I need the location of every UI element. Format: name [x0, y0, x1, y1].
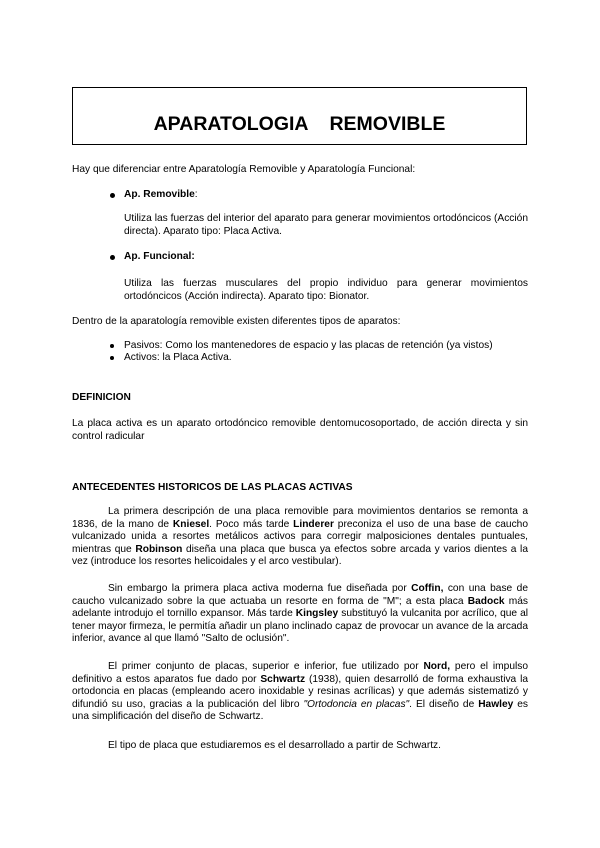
antecedentes-paragraph-1: La primera descripción de una placa removible para movimientos dentarios se remonta a 1836, de la mano de Kniesel. Poco más tarde Linderer preconiza el uso de una base de caucho vulcanizado unida a resortes metálicos activos para corregir malposiciones dentales puntuales, mientras que Robinson diseña una placa que busca ya efectos sobre arcada y varios dientes a la vez (introduce los resortes helicoidales y el arco vestibular). — [72, 506, 528, 568]
ap-removible-heading: Ap. Removible: — [124, 189, 198, 200]
bullet-icon — [110, 344, 114, 348]
antecedentes-paragraph-4: El tipo de placa que estudiaremos es el desarrollado a partir de Schwartz. — [108, 740, 441, 751]
ap-removible-text: Utiliza las fuerzas del interior del aparato para generar movimientos ortodóncicos (Acción directa). Aparato tipo: Placa Activa. — [124, 213, 528, 237]
bullet-icon — [110, 356, 114, 360]
list-item: Pasivos: Como los mantenedores de espacio y las placas de retención (ya vistos) — [124, 340, 493, 351]
bullet-icon — [110, 255, 115, 260]
antecedentes-paragraph-3: El primer conjunto de placas, superior e inferior, fue utilizado por Nord, pero el impulso definitivo a estos aparatos fue dado por Schwartz (1938), quien desarrolló de forma exhaustiva la ortodoncia en placas (empleando acero inoxidable y resinas acrílicas) y que además sistematizó y difundió su uso, gracias a la publicación del libro "Ortodoncia en placas". El diseño de Hawley es una simplificación del diseño de Schwartz. — [72, 661, 529, 723]
bullet-icon — [110, 193, 115, 198]
list-item: Activos: la Placa Activa. — [124, 352, 232, 363]
ap-funcional-text: Utiliza las fuerzas musculares del propio individuo para generar movimientos ortodóncicos (Acción indirecta). Aparato tipo: Bionator. — [124, 278, 528, 302]
title-box — [72, 87, 527, 145]
tipos-intro: Dentro de la aparatología removible existen diferentes tipos de aparatos: — [72, 316, 401, 327]
definicion-text: La placa activa es un aparato ortodóncico removible dentomucosoportado, de acción directa y sin control radicular — [72, 418, 528, 442]
ap-funcional-heading: Ap. Funcional: — [124, 251, 195, 262]
antecedentes-heading: ANTECEDENTES HISTORICOS DE LAS PLACAS ACTIVAS — [72, 482, 353, 493]
page-title: APARATOLOGIA REMOVIBLE — [153, 113, 446, 135]
antecedentes-paragraph-2: Sin embargo la primera placa activa moderna fue diseñada por Coffin, con una base de caucho vulcanizado sobre la que actuaba un resorte en forma de "M"; a esta placa Badock más adelante introdujo el tornillo expansor. Más tarde Kingsley substituyó la vulcanita por acrílico, que al tener mayor firmeza, le permitía añadir un plano inclinado capaz de provocar un avance de la arcada inferior, avance al que llamó "Salto de oclusión". — [72, 583, 528, 645]
definicion-heading: DEFINICION — [72, 392, 131, 403]
intro-text: Hay que diferenciar entre Aparatología Removible y Aparatología Funcional: — [72, 164, 416, 175]
